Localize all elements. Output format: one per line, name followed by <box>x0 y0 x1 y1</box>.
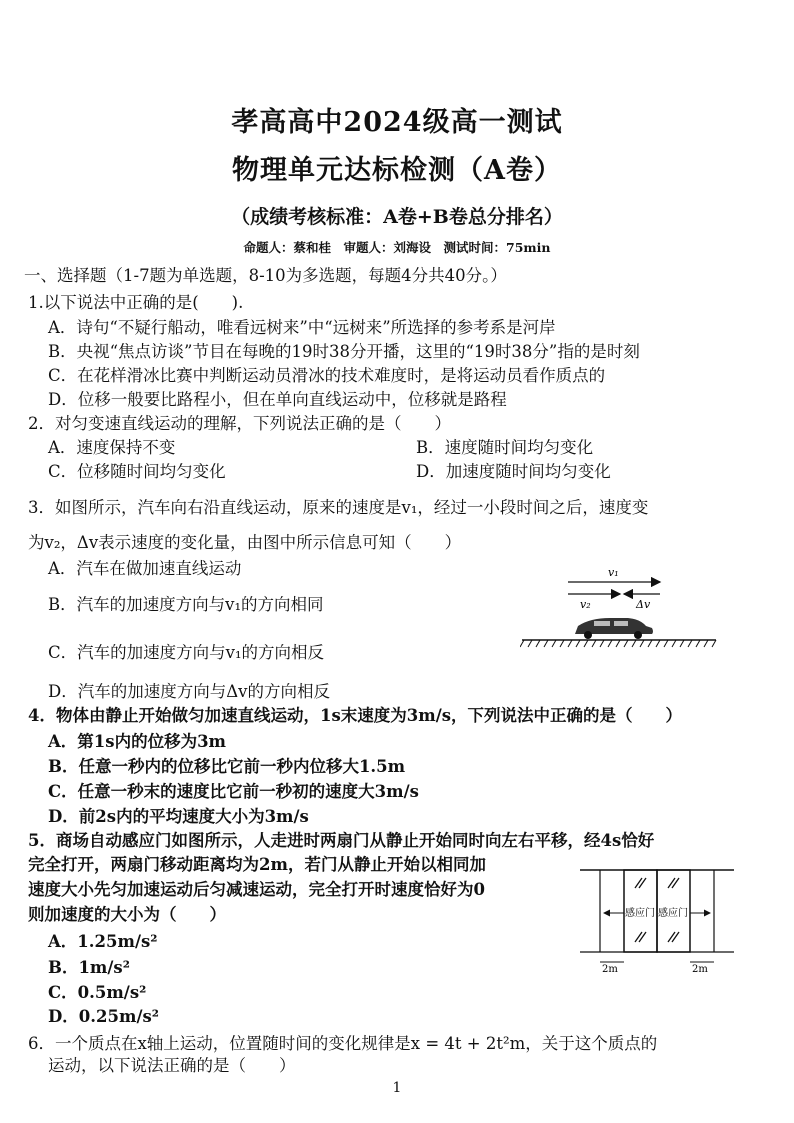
q5-stem-line1: 5．商场自动感应门如图所示，人走进时两扇门从静止开始同时向左右平移，经4s恰好 <box>28 831 655 850</box>
q3-option-b: B．汽车的加速度方向与v₁的方向相同 <box>48 595 324 614</box>
q2-option-c: C．位移随时间均匀变化 <box>48 462 226 481</box>
q4-stem: 4．物体由静止开始做匀加速直线运动，1s末速度为3m/s，下列说法中正确的是（ ） <box>28 706 683 725</box>
q5-stem-line2: 完全打开，两扇门移动距离均为2m，若门从静止开始以相同加 <box>28 855 486 874</box>
right-distance-label: 2m <box>692 964 708 975</box>
delta-v-label: Δv <box>636 598 651 611</box>
ground-hatching <box>520 640 716 647</box>
grading-note: （成绩考核标准：A卷+B卷总分排名） <box>231 206 563 228</box>
door-right-label: 感应门 <box>658 908 688 919</box>
q1-option-c: C．在花样滑冰比赛中判断运动员滑冰的技术难度时，是将运动员看作质点的 <box>48 366 606 385</box>
left-distance-label: 2m <box>602 964 618 975</box>
door-left-label: 感应门 <box>625 908 655 919</box>
q3-option-c: C．汽车的加速度方向与v₁的方向相反 <box>48 643 325 662</box>
q3-stem-line2: 为v₂，Δv表示速度的变化量，由图中所示信息可知（ ） <box>28 533 462 552</box>
q4-option-d: D．前2s内的平均速度大小为3m/s <box>48 807 309 826</box>
q5-door-figure <box>578 866 738 976</box>
q1-option-b: B．央视“焦点访谈”节目在每晚的19时38分开播，这里的“19时38分”指的是时刻 <box>48 342 640 361</box>
q1-stem: 1.以下说法中正确的是( ). <box>28 293 244 312</box>
q4-option-a: A．第1s内的位移为3m <box>48 732 227 751</box>
q5-option-b: B．1m/s² <box>48 958 130 977</box>
q2-option-a: A．速度保持不变 <box>48 438 176 457</box>
v1-label: v₁ <box>608 566 619 579</box>
q4-option-c: C．任意一秒末的速度比它前一秒初的速度大3m/s <box>48 782 419 801</box>
q1-option-d: D．位移一般要比路程小，但在单向直线运动中，位移就是路程 <box>48 390 507 409</box>
q5-option-d: D．0.25m/s² <box>48 1007 159 1026</box>
exam-meta: 命题人：蔡和桂 审题人：刘海设 测试时间：75min <box>243 240 551 255</box>
q5-stem-line4: 则加速度的大小为（ ） <box>28 905 226 924</box>
q3-option-d: D．汽车的加速度方向与Δv的方向相反 <box>48 682 330 701</box>
page-number: 1 <box>392 1080 402 1096</box>
v2-label: v₂ <box>580 598 591 611</box>
q5-option-a: A．1.25m/s² <box>48 932 158 951</box>
q2-stem: 2．对匀变速直线运动的理解，下列说法正确的是（ ） <box>28 414 451 433</box>
q3-stem-line1: 3．如图所示，汽车向右沿直线运动，原来的速度是v₁，经过一小段时间之后，速度变 <box>28 498 649 517</box>
car-icon <box>575 618 653 639</box>
q3-car-figure <box>520 562 720 654</box>
exam-subtitle: 物理单元达标检测（A卷） <box>232 155 562 186</box>
q2-option-b: B．速度随时间均匀变化 <box>416 438 594 457</box>
q4-option-b: B．任意一秒内的位移比它前一秒内位移大1.5m <box>48 757 406 776</box>
q1-option-a: A．诗句“不疑行船动，唯看远树来”中“远树来”所选择的参考系是河岸 <box>48 318 556 337</box>
q6-stem-line1: 6．一个质点在x轴上运动，位置随时间的变化规律是x = 4t + 2t²m，关于这个质点的 <box>28 1034 658 1053</box>
exam-title: 孝高高中2024级高一测试 <box>231 107 563 138</box>
section-heading: 一、选择题（1-7题为单选题，8-10为多选题，每题4分共40分。） <box>24 266 507 285</box>
q3-option-a: A．汽车在做加速直线运动 <box>48 559 242 578</box>
q2-option-d: D．加速度随时间均匀变化 <box>416 462 611 481</box>
q5-stem-line3: 速度大小先匀加速运动后匀减速运动，完全打开时速度恰好为0 <box>28 880 485 899</box>
q5-option-c: C．0.5m/s² <box>48 983 147 1002</box>
q6-stem-line2: 运动，以下说法正确的是（ ） <box>48 1056 296 1075</box>
